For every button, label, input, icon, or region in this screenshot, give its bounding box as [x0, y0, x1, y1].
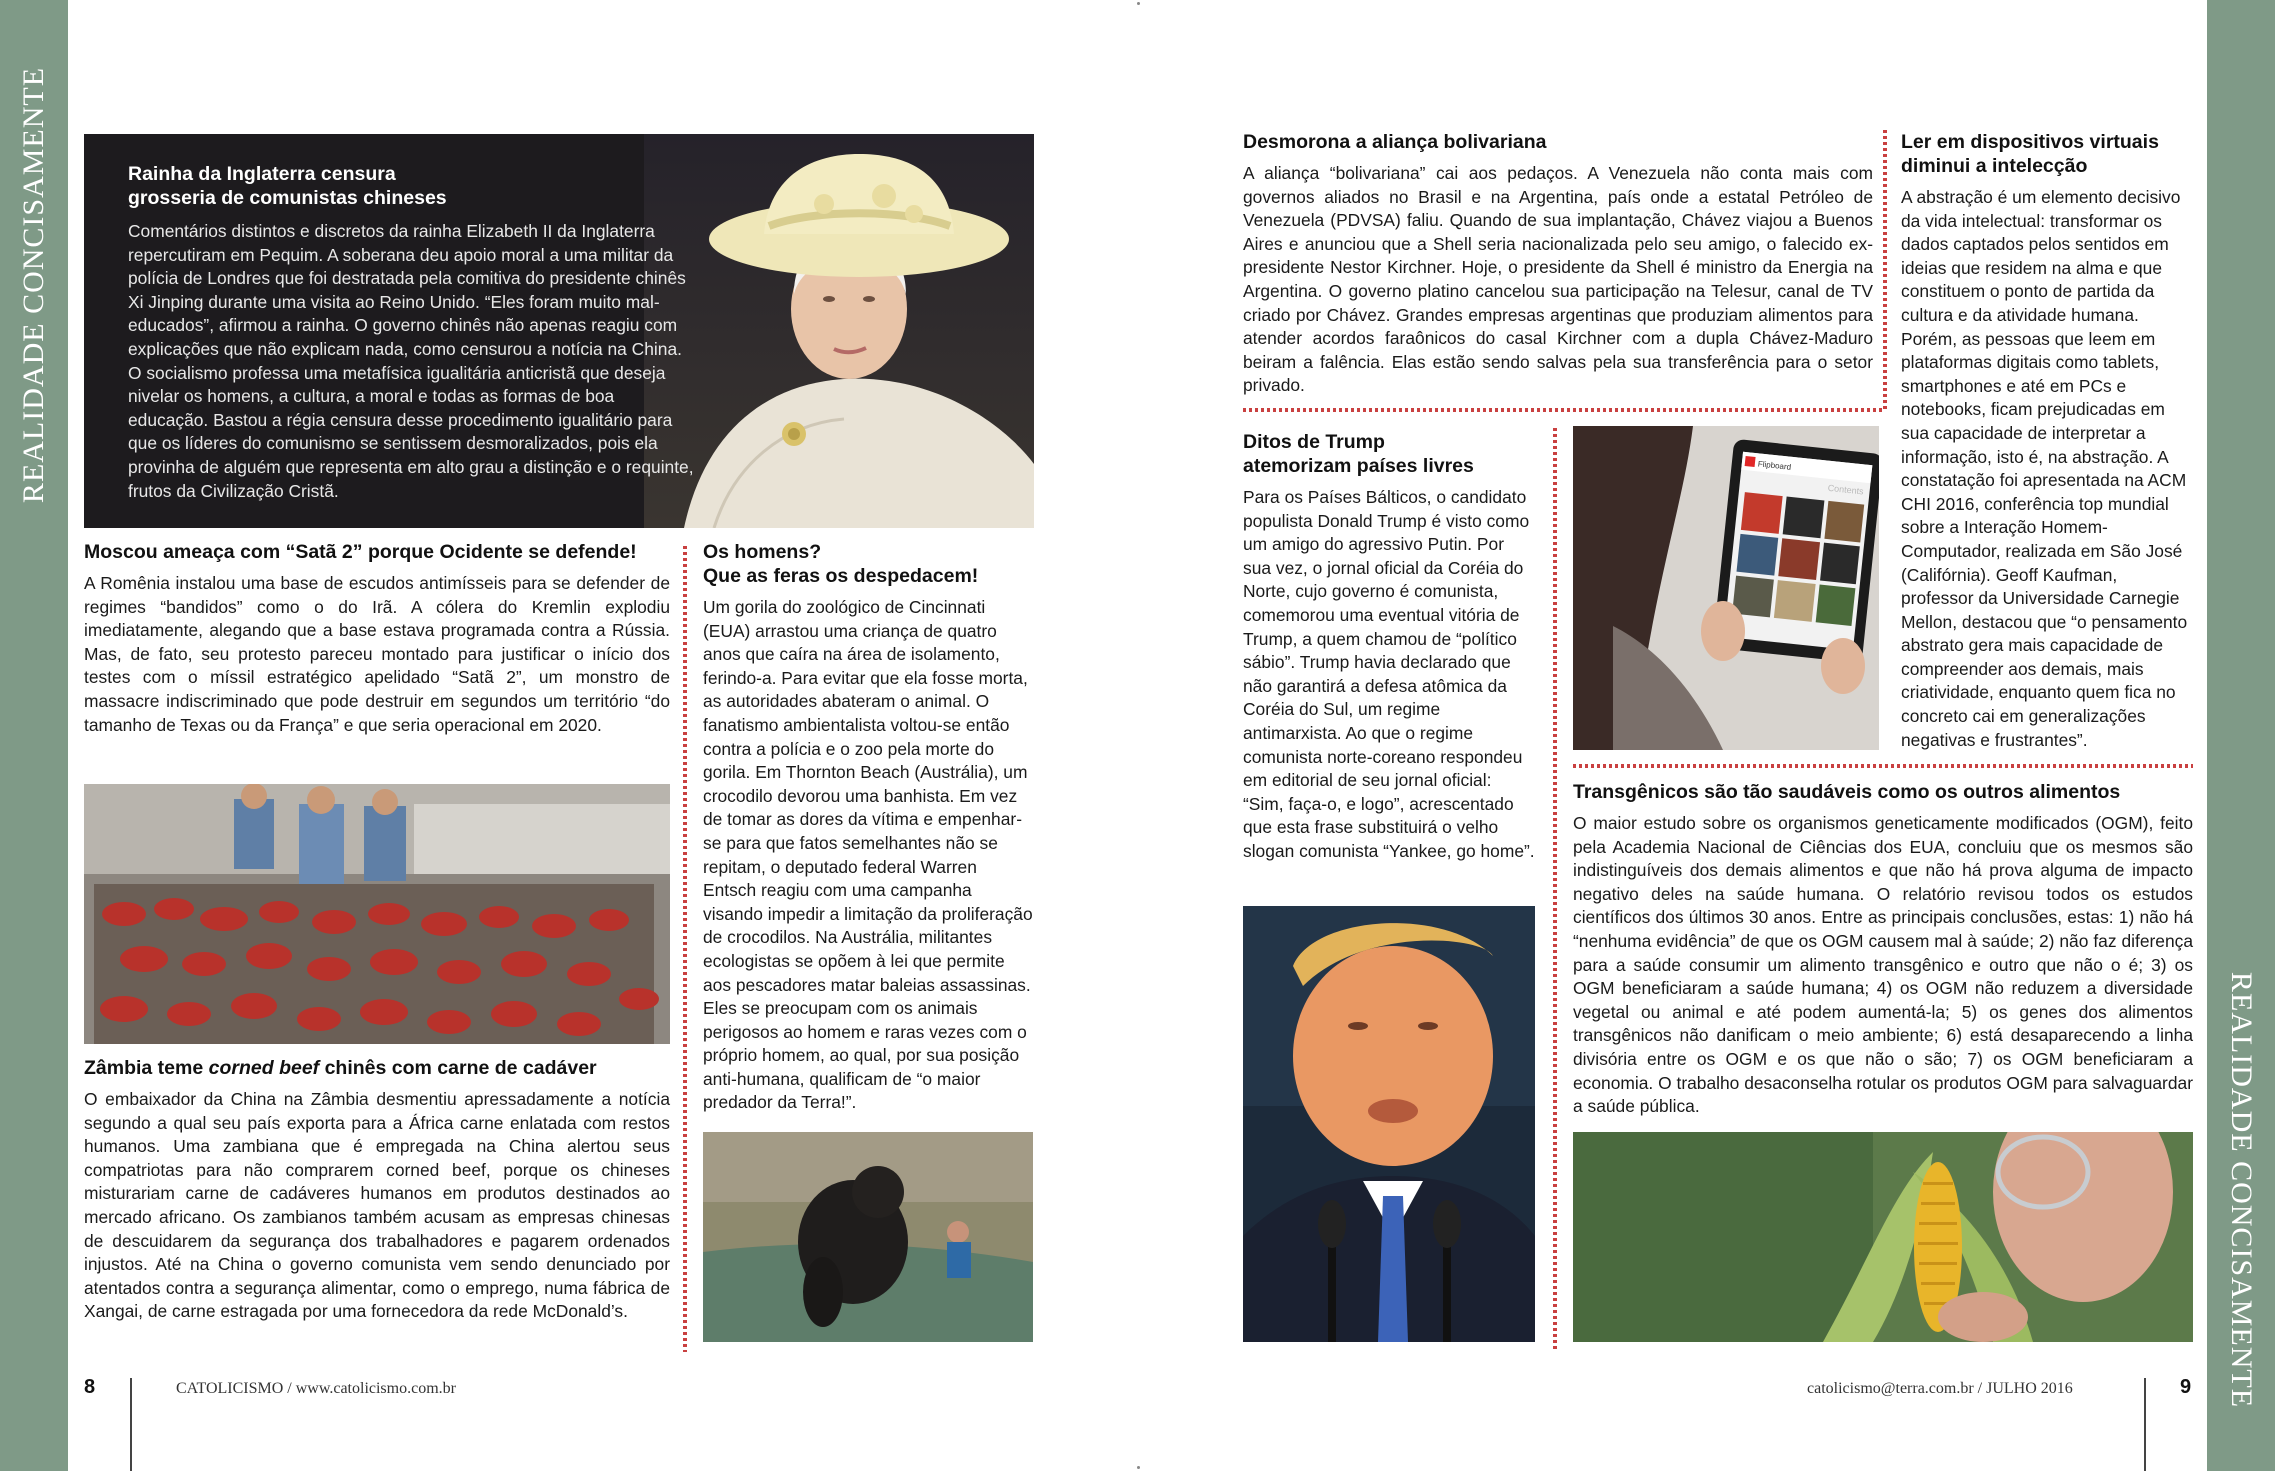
meat-inspection-photo: [84, 784, 670, 1044]
beasts-title-line1: Os homens?: [703, 541, 822, 563]
trump-photo: [1243, 906, 1535, 1342]
devices-article-title: [1901, 130, 2191, 178]
queen-article-title: [128, 162, 698, 210]
right-page-number: 9: [2180, 1376, 2192, 1398]
right-footer-rule: [2144, 1378, 2146, 1471]
beasts-article: [703, 540, 1033, 1115]
beasts-article-title: [703, 540, 1033, 588]
queen-title-line1: Rainha da Inglaterra censura: [128, 163, 396, 185]
devices-article: [1901, 130, 2191, 752]
gmo-top-divider: [1573, 764, 2193, 768]
corn-photo: [1573, 1132, 2193, 1342]
left-footer-text: CATOLICISMO / www.catolicismo.com.br: [176, 1380, 456, 1397]
bolivarian-article: [1243, 130, 1873, 398]
queen-title-line2: grosseria de comunistas chineses: [128, 187, 447, 209]
zambia-article-title: [84, 1056, 670, 1080]
left-page-column-divider: [683, 546, 687, 1352]
gmo-article-body: O maior estudo sobre os organismos geneticamente modificados (OGM), feito pela Academia Nacional de Ciências dos EUA, concluiu que os mesmos são indistinguíveis dos demais alimentos e que não há prova alguma de impacto negativo deles na saúde humana. O relatório revisou todos os estudos científicos dos últimos 30 anos. Entre as principais conclusões, estas: 1) não há “nenhuma evidência” de que os OGM causem mal à saúde; 2) não faz diferença para a saúde consumir um alimento transgênico e outro que não o é; 3) os OGM beneficiaram a saúde humana; 4) os OGM não reduzem a diversidade vegetal ou animal e até podem aumentá-la; 5) os genes dos alimentos transgênicos não danificam o meio ambiente; 6) está desaparecendo a linha divisória entre os OGM e os que não o são; 7) os OGM beneficiaram a economia. O trabalho desaconselha rotular os produtos OGM para salvaguardar a saúde pública.: [1573, 813, 2193, 1117]
bolivarian-article-title: Desmorona a aliança bolivariana: [1243, 131, 1547, 153]
zambia-article: [84, 1056, 670, 1324]
zambia-article-body: O embaixador da China na Zâmbia desmentiu apressadamente a notícia segundo a qual seu país exporta para a África carne enlatada com restos humanos. Uma zambiana que é empregada na China alertou seus compatriotas para não comprarem corned beef, porque os chineses misturariam carne de cadáveres humanos em produtos destinados ao mercado africano. Os zambianos também acusam as empresas chinesas de descuidarem da segurança dos trabalhadores e pagarem ordenados injustos. Até na China o governo comunista vem sendo denunciado por atentados contra a segurança alimentar, como o emprego, numa fábrica de Xangai, de carne estragada por uma fornecedora da rede McDonald’s.: [84, 1089, 670, 1322]
fold-mark-top: [1137, 2, 1140, 5]
devices-article-body: A abstração é um elemento decisivo da vida intelectual: transformar os dados captados pelos sentidos em ideias que residem na alma e que constituem o ponto de partida da cultura e da atividade humana. Porém, as pessoas que leem em plataformas digitais como tablets, smartphones e até em PCs e notebooks, ficam prejudicadas em sua capacidade de interpretar a informação, isto é, na abstração. A constatação foi apresentada na ACM CHI 2016, conferência top mundial sobre a Interação Homem-Computador, realizada em São José (Califórnia). Geoff Kaufman, professor da Universidade Carnegie Mellon, destacou que “o pensamento abstrato gera mais capacidade de compreender aos demais, mais criatividade, enquanto quem fica no concreto cai em generalizações negativas e frustrantes”.: [1901, 187, 2188, 750]
gorilla-photo: [703, 1132, 1033, 1342]
moscow-article-title: Moscou ameaça com “Satã 2” porque Ocidente se defende!: [84, 541, 637, 563]
tablet-photo: [1573, 426, 1879, 750]
queen-photo: [644, 134, 1034, 528]
fold-mark-bottom: [1137, 1466, 1140, 1469]
trump-article-body: Para os Países Bálticos, o candidato populista Donald Trump é visto como um amigo do agressivo Putin. Por sua vez, o jornal oficial da Coréia do Norte, cujo governo é comunista, comemorou uma eventual vitória de Trump, a quem chamou de “político sábio”. Trump havia declarado que não garantirá a defesa atômica da Coréia do Sul, um regime antimarxista. Ao que o regime comunista norte-coreano respondeu em editorial de seu jornal oficial: “Sim, faça-o, e logo”, acrescentado que esta frase substituirá o velho slogan comunista “Yankee, go home”.: [1243, 487, 1535, 861]
left-footer-rule: [130, 1378, 132, 1471]
zambia-title-post: chinês com carne de cadáver: [319, 1057, 597, 1079]
bolivarian-bottom-divider: [1243, 408, 1885, 412]
gmo-article-title: Transgênicos são tão saudáveis como os outros alimentos: [1573, 781, 2121, 803]
right-footer-text: catolicismo@terra.com.br / JULHO 2016: [1807, 1380, 2073, 1397]
tablet-contents-heading: Contents: [1827, 482, 1865, 497]
trump-article: [1243, 430, 1535, 864]
trump-article-title: [1243, 430, 1535, 478]
queen-article-body: Comentários distintos e discretos da rainha Elizabeth II da Inglaterra repercutiram em Pequim. A soberana deu apoio moral a uma militar da polícia de Londres que foi destratada pela comitiva do presidente chinês Xi Jinping durante uma visita ao Reino Unido. “Eles foram muito mal-educados”, afirmou a rainha. O governo chinês não apenas reagiu com explicações que não explicam nada, como censurou a notícia na China. O socialismo professa uma metafísica igualitária anticristã que deseja nivelar os homens, a cultura, a moral e todas as formas de boa educação. Bastou a régia censura desse procedimento igualitário para que os líderes do comunismo se sentissem desmoralizados, pois ela provinha de alguém que representa em alto grau a distinção e o requinte, frutos da Civilização Cristã.: [128, 221, 694, 501]
moscow-article-body: A Romênia instalou uma base de escudos antimísseis para se defender de regimes “bandidos” como o do Irã. A cólera do Kremlin explodiu imediatamente, alegando que a base estava programada contra a Rússia. Mas, de fato, seu protesto pareceu montado para justificar o início dos testes com o míssil estratégico apelidado “Satã 2”, um monstro de massacre indiscriminado que pode destruir em segundos um território “do tamanho de Texas ou da França” e que seria operacional em 2020.: [84, 573, 670, 735]
right-top-column-divider: [1883, 130, 1887, 410]
left-page-number: 8: [84, 1376, 96, 1398]
left-section-label: REALIDADE CONCISAMENTE: [17, 66, 50, 504]
trump-title-line2: atemorizam países livres: [1243, 455, 1474, 477]
moscow-article: [84, 540, 670, 737]
bolivarian-article-body: A aliança “bolivariana” cai aos pedaços. A Venezuela não conta mais com governos aliados no Brasil e na Argentina, país onde a estatal Petróleo de Venezuela (PDVSA) faliu. Quando de sua implantação, Chávez viajou a Buenos Aires e anunciou que a Shell seria nacionalizada pelo seu amigo, o falecido ex-presidente Nestor Kirchner. Hoje, o presidente da Shell é ministro da Energia na Argentina. O governo platino cancelou sua participação na Telesur, canal de TV criado por Chávez. Grandes empresas argentinas que produziam alimentos para atender acordos faraônicos do casal Kirchner com a dupla Chávez-Maduro beiram a falência. Elas estão sendo salvas pela sua transferência para o setor privado.: [1243, 163, 1873, 396]
zambia-title-em: corned beef: [208, 1057, 320, 1079]
tablet-app-name: Flipboard: [1757, 459, 1792, 472]
zambia-title-pre: Zâmbia teme: [84, 1057, 209, 1079]
right-section-label: REALIDADE CONCISAMENTE: [2225, 971, 2258, 1409]
beasts-title-line2: Que as feras os despedacem!: [703, 565, 979, 587]
right-page-column-divider: [1553, 428, 1557, 1350]
trump-title-line1: Ditos de Trump: [1243, 431, 1385, 453]
devices-title-line1: Ler em dispositivos virtuais: [1901, 131, 2159, 153]
devices-title-line2: diminui a intelecção: [1901, 155, 2088, 177]
queen-feature-box: [84, 134, 1034, 528]
gmo-article: [1573, 780, 2193, 1119]
beasts-article-body: Um gorila do zoológico de Cincinnati (EUA) arrastou uma criança de quatro anos que caíra na área de isolamento, ferindo-a. Para evitar que ela fosse morta, as autoridades abateram o animal. O fanatismo ambientalista voltou-se então contra a polícia e o zoo pela morte do gorila. Em Thornton Beach (Austrália), um crocodilo devorou uma banhista. Em vez de tomar as dores da vítima e empenhar-se para que fatos semelhantes não se repitam, o deputado federal Warren Entsch reagiu com uma campanha visando impedir a limitação da proliferação de crocodilos. Na Austrália, militantes ecologistas se opõem à lei que permite aos pescadores matar baleias assassinas. Eles se preocupam com os animais perigosos ao homem e raras vezes com o próprio homem, ao qual, por sua posição anti-humana, qualificam de “o maior predador da Terra!”.: [703, 597, 1033, 1113]
